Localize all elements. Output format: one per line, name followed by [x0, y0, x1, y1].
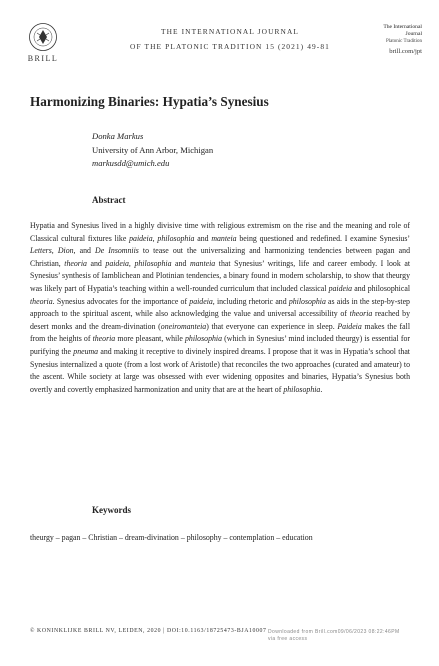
- abstract-term: Dion: [57, 246, 74, 256]
- abstract-term: pneuma: [73, 346, 99, 356]
- abstract-text-run: , and: [73, 246, 96, 256]
- abstract-paragraph: [30, 220, 410, 396]
- abstract-term: Paideia: [337, 321, 362, 331]
- abstract-text-run: ) that everyone can experience in sleep.: [206, 321, 338, 331]
- abstract-text-run: to tease out the universalizing and harmonizing tendencies between pagan and Christian,: [30, 246, 410, 268]
- abstract-term: De Insomniis: [95, 246, 139, 256]
- publisher-name: BRILL: [27, 54, 59, 63]
- abstract-term: philosophia: [134, 258, 172, 268]
- abstract-text-run: , including rhetoric and: [212, 296, 289, 306]
- author-affiliation: University of Ann Arbor, Michigan: [92, 144, 214, 155]
- abstract-term: philosophia: [184, 334, 223, 344]
- abstract-text-run: and: [86, 258, 106, 268]
- abstract-term: theoria: [30, 296, 53, 306]
- abstract-term: paideia: [129, 233, 153, 243]
- abstract-text-run: reached by desert monks and the dream-divination (: [30, 309, 411, 331]
- abstract-term: paideia: [189, 296, 213, 306]
- abstract-text-run: ,: [152, 233, 158, 243]
- journal-title-line1: THE INTERNATIONAL JOURNAL: [160, 27, 300, 36]
- journal-logo-line3: Platonic Tradition: [386, 39, 422, 44]
- abstract-body: [30, 220, 410, 396]
- abstract-text-run: and philosophical: [352, 283, 410, 293]
- abstract-text-run: and: [171, 258, 190, 268]
- abstract-text-run: makes the fall from the heights of: [30, 321, 410, 344]
- download-line2: via free access: [268, 636, 308, 642]
- abstract-text-run: .: [320, 384, 323, 394]
- abstract-text-run: that Synesius’ writings, life and career embody. I look at Synesius’ synthesis of Iamblichean and Plotinian tendencies, a binary found in modern scholarship, to show that theurgy was likely part of Hypatia’s teaching within a well-rounded curriculum that included classical: [30, 258, 410, 293]
- abstract-text-run: (which in Synesius’ mind included theurgy) is essential for purifying the: [30, 334, 410, 356]
- author-name: Donka Markus: [92, 131, 144, 141]
- author-block: [92, 130, 213, 171]
- abstract-term: philosophia: [288, 296, 326, 306]
- journal-logo: [356, 24, 422, 55]
- keywords-heading: Keywords: [92, 505, 131, 515]
- abstract-text-run: Hypatia and Synesius lived in a highly divisive time with religious extremism on the rise and the meaning and role of Classical cultural fixtures like: [30, 221, 410, 243]
- keywords-list: theurgy – pagan – Christian – dream-divination – philosophy – contemplation – education: [30, 533, 313, 542]
- abstract-term: Letters: [30, 246, 52, 256]
- brill-seal-icon: [28, 22, 58, 52]
- abstract-term: oneiromanteia: [160, 321, 207, 331]
- abstract-text-run: being questioned and redefined. I examine Synesius’: [236, 233, 411, 243]
- abstract-term: theoria: [92, 334, 116, 344]
- journal-url-link[interactable]: brill.com/jpt: [389, 48, 422, 55]
- author-email-link[interactable]: markusdd@umich.edu: [92, 158, 170, 168]
- journal-logo-line2: Journal: [405, 31, 422, 37]
- journal-title-line2: OF THE PLATONIC TRADITION 15 (2021) 49-81: [130, 42, 330, 51]
- article-title: Harmonizing Binaries: Hypatia’s Synesius: [30, 94, 269, 109]
- abstract-text-run: ,: [128, 258, 135, 268]
- download-line1: Downloaded from Brill.com09/06/2023 08:22:46PM: [268, 629, 400, 635]
- abstract-term: manteia: [189, 258, 216, 268]
- abstract-term: paideia: [105, 258, 129, 268]
- abstract-heading: Abstract: [92, 195, 126, 205]
- abstract-text-run: and: [194, 233, 212, 243]
- abstract-term: manteia: [211, 233, 237, 243]
- abstract-term: theoria: [64, 258, 87, 268]
- abstract-term: paideia: [328, 283, 353, 293]
- abstract-text-run: . Synesius advocates for the importance of: [52, 296, 190, 306]
- journal-header: [110, 24, 350, 54]
- abstract-term: philosophia: [157, 233, 195, 243]
- journal-logo-line1: The International: [383, 24, 422, 30]
- abstract-term: philosophia: [283, 384, 321, 394]
- abstract-text-run: as aids in the step-by-step approach to the spiritual ascent, while also acknowledging the value and universal accessibility of: [30, 296, 410, 319]
- abstract-term: theoria: [349, 309, 373, 319]
- abstract-text-run: ,: [51, 246, 58, 256]
- abstract-text-run: more pleasant, while: [115, 334, 185, 344]
- brill-logo: [24, 22, 62, 63]
- abstract-text-run: and making it receptive to divinely inspired dreams. I propose that it was in Hypatia’s school that Synesius internalized a quote (from a lost work of Aristotle) that reconciles the two approaches (curated and amateur) to the ascent. While society at large was obsessed with ever widening opposites and binaries, Hypatia’s Synesius both overtly and covertly emphasized harmonization and unity that are at the heart of: [30, 346, 410, 394]
- copyright-doi: © KONINKLIJKE BRILL NV, LEIDEN, 2020 | DOI:10.1163/18725473-BJA10007: [30, 628, 267, 634]
- download-stamp: [268, 629, 418, 643]
